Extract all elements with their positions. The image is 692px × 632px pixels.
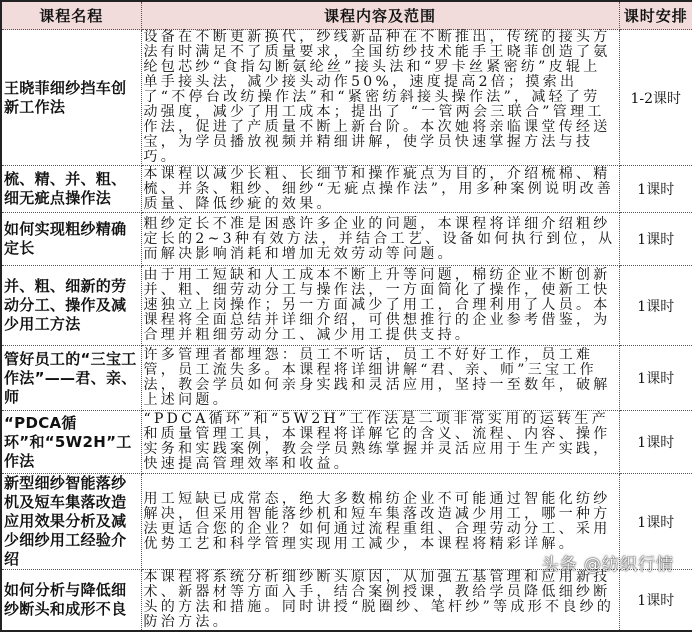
course-name: 管好员工的“三宝工作法”——君、亲、师	[1, 346, 141, 411]
table-row	[1, 166, 692, 213]
course-name: 并、粗、细新的劳动分工、操作及减少用工方法	[1, 266, 141, 346]
course-name: 梳、精、并、粗、细无疵点操作法	[1, 166, 141, 213]
course-content: 用工短缺已成常态，绝大多数棉纺企业不可能通过智能化纺纱解决，但采用智能落纱机和短车集落改造减少用工，哪一种方法更适合您的企业？如何通过流程重组、合理劳动分工、采用优势工艺和科学管理实现用工减少，本课程将精彩详解。	[141, 474, 619, 570]
table-row	[1, 213, 692, 266]
course-name: 新型细纱智能落纱机及短车集落改造应用效果分析及减少细纱用工经验介绍	[1, 474, 141, 570]
header-hours: 课时安排	[619, 1, 692, 30]
table-row	[1, 266, 692, 346]
course-hours: 1课时	[619, 213, 692, 266]
course-hours: 1课时	[619, 474, 692, 570]
table-row	[1, 411, 692, 474]
course-name: “PDCA循环”和“5W2H”工作法	[1, 411, 141, 474]
course-name: 王晓菲细纱挡车创新工作法	[1, 30, 141, 166]
course-content: 设备在不断更新换代，纱线新品种在不断推出，传统的接头方法有时满足不了质量要求，全国纺纱技术能手王晓菲创造了氨纶包芯纱“食指勾断氨纶丝”接头法和“罗卡丝紧密纺”皮辊上单手接头法，减少接头动作50%，速度提高2倍；摸索出了“不停台改纺操作法”和“紧密纺斜接头操作法”，减轻了劳动强度，减少了用工成本；提出了 “一管两会三联合”管理工作法，促进了产质量不断上新台阶。本次她将亲临课堂传经送宝，为学员播放视频并精细讲解，使学员快速掌握方法与技巧。	[141, 30, 619, 166]
course-name: 如何实现粗纱精确定长	[1, 213, 141, 266]
header-course-name: 课程名程	[1, 1, 141, 30]
course-name: 如何分析与降低细纱断头和成形不良	[1, 570, 141, 632]
watermark: 头条 @纺织行情	[541, 555, 674, 575]
course-content: 粗纱定长不准是困惑许多企业的问题，本课程将详细介绍粗纱定长的2~3种有效方法，并结合工艺、设备如何执行到位，从而解决影响消耗和增加无效劳动等问题。	[141, 213, 619, 266]
course-hours: 1-2课时	[619, 30, 692, 166]
course-hours: 1课时	[619, 570, 692, 632]
course-content: “PDCA循环”和“5W2H”工作法是二项非常实用的运转生产和质量管理工具，本课程将详解它的含义、流程、内容、操作实务和实践案例，教会学员熟练掌握并灵活应用于生产实践，快速提高管理效率和收益。	[141, 411, 619, 474]
header-course-content: 课程内容及范围	[141, 1, 619, 30]
table-row	[1, 30, 692, 166]
header-row	[1, 1, 692, 30]
course-content: 由于用工短缺和人工成本不断上升等问题，棉纺企业不断创新并、粗、细劳动分工与操作法，一方面简化了操作，使新工快速独立上岗操作；另一方面减少了用工，合理利用了人员。本课程将全面总结并详细介绍，可供想推行的企业参考借鉴，为合理并粗细劳动分工、减少用工提供支持。	[141, 266, 619, 346]
course-hours: 1课时	[619, 346, 692, 411]
course-hours: 1课时	[619, 266, 692, 346]
course-hours: 1课时	[619, 411, 692, 474]
course-content: 本课程将系统分析细纱断头原因，从加强五基管理和应用新技术、新器材等方面入手，结合案例授课，教给学员降低细纱断头的方法和措施。同时讲授“脱圈纱、笔杆纱”等成形不良纱的防治方法。	[141, 570, 619, 632]
table-row	[1, 570, 692, 632]
course-content: 本课程以减少长粗、长细节和操作疵点为目的，介绍梳棉、精梳、并条、粗纱、细纱“无疵点操作法”，用多种案例说明改善质量、降低纱疵的效果。	[141, 166, 619, 213]
table-row	[1, 346, 692, 411]
course-content: 许多管理者都埋怨：员工不听话，员工不好好工作，员工难管，员工流失多。本课程将详细讲解“君、亲、师”三宝工作法，教会学员如何亲身实践和灵活应用，坚持一至数年，破解上述问题。	[141, 346, 619, 411]
course-hours: 1课时	[619, 166, 692, 213]
